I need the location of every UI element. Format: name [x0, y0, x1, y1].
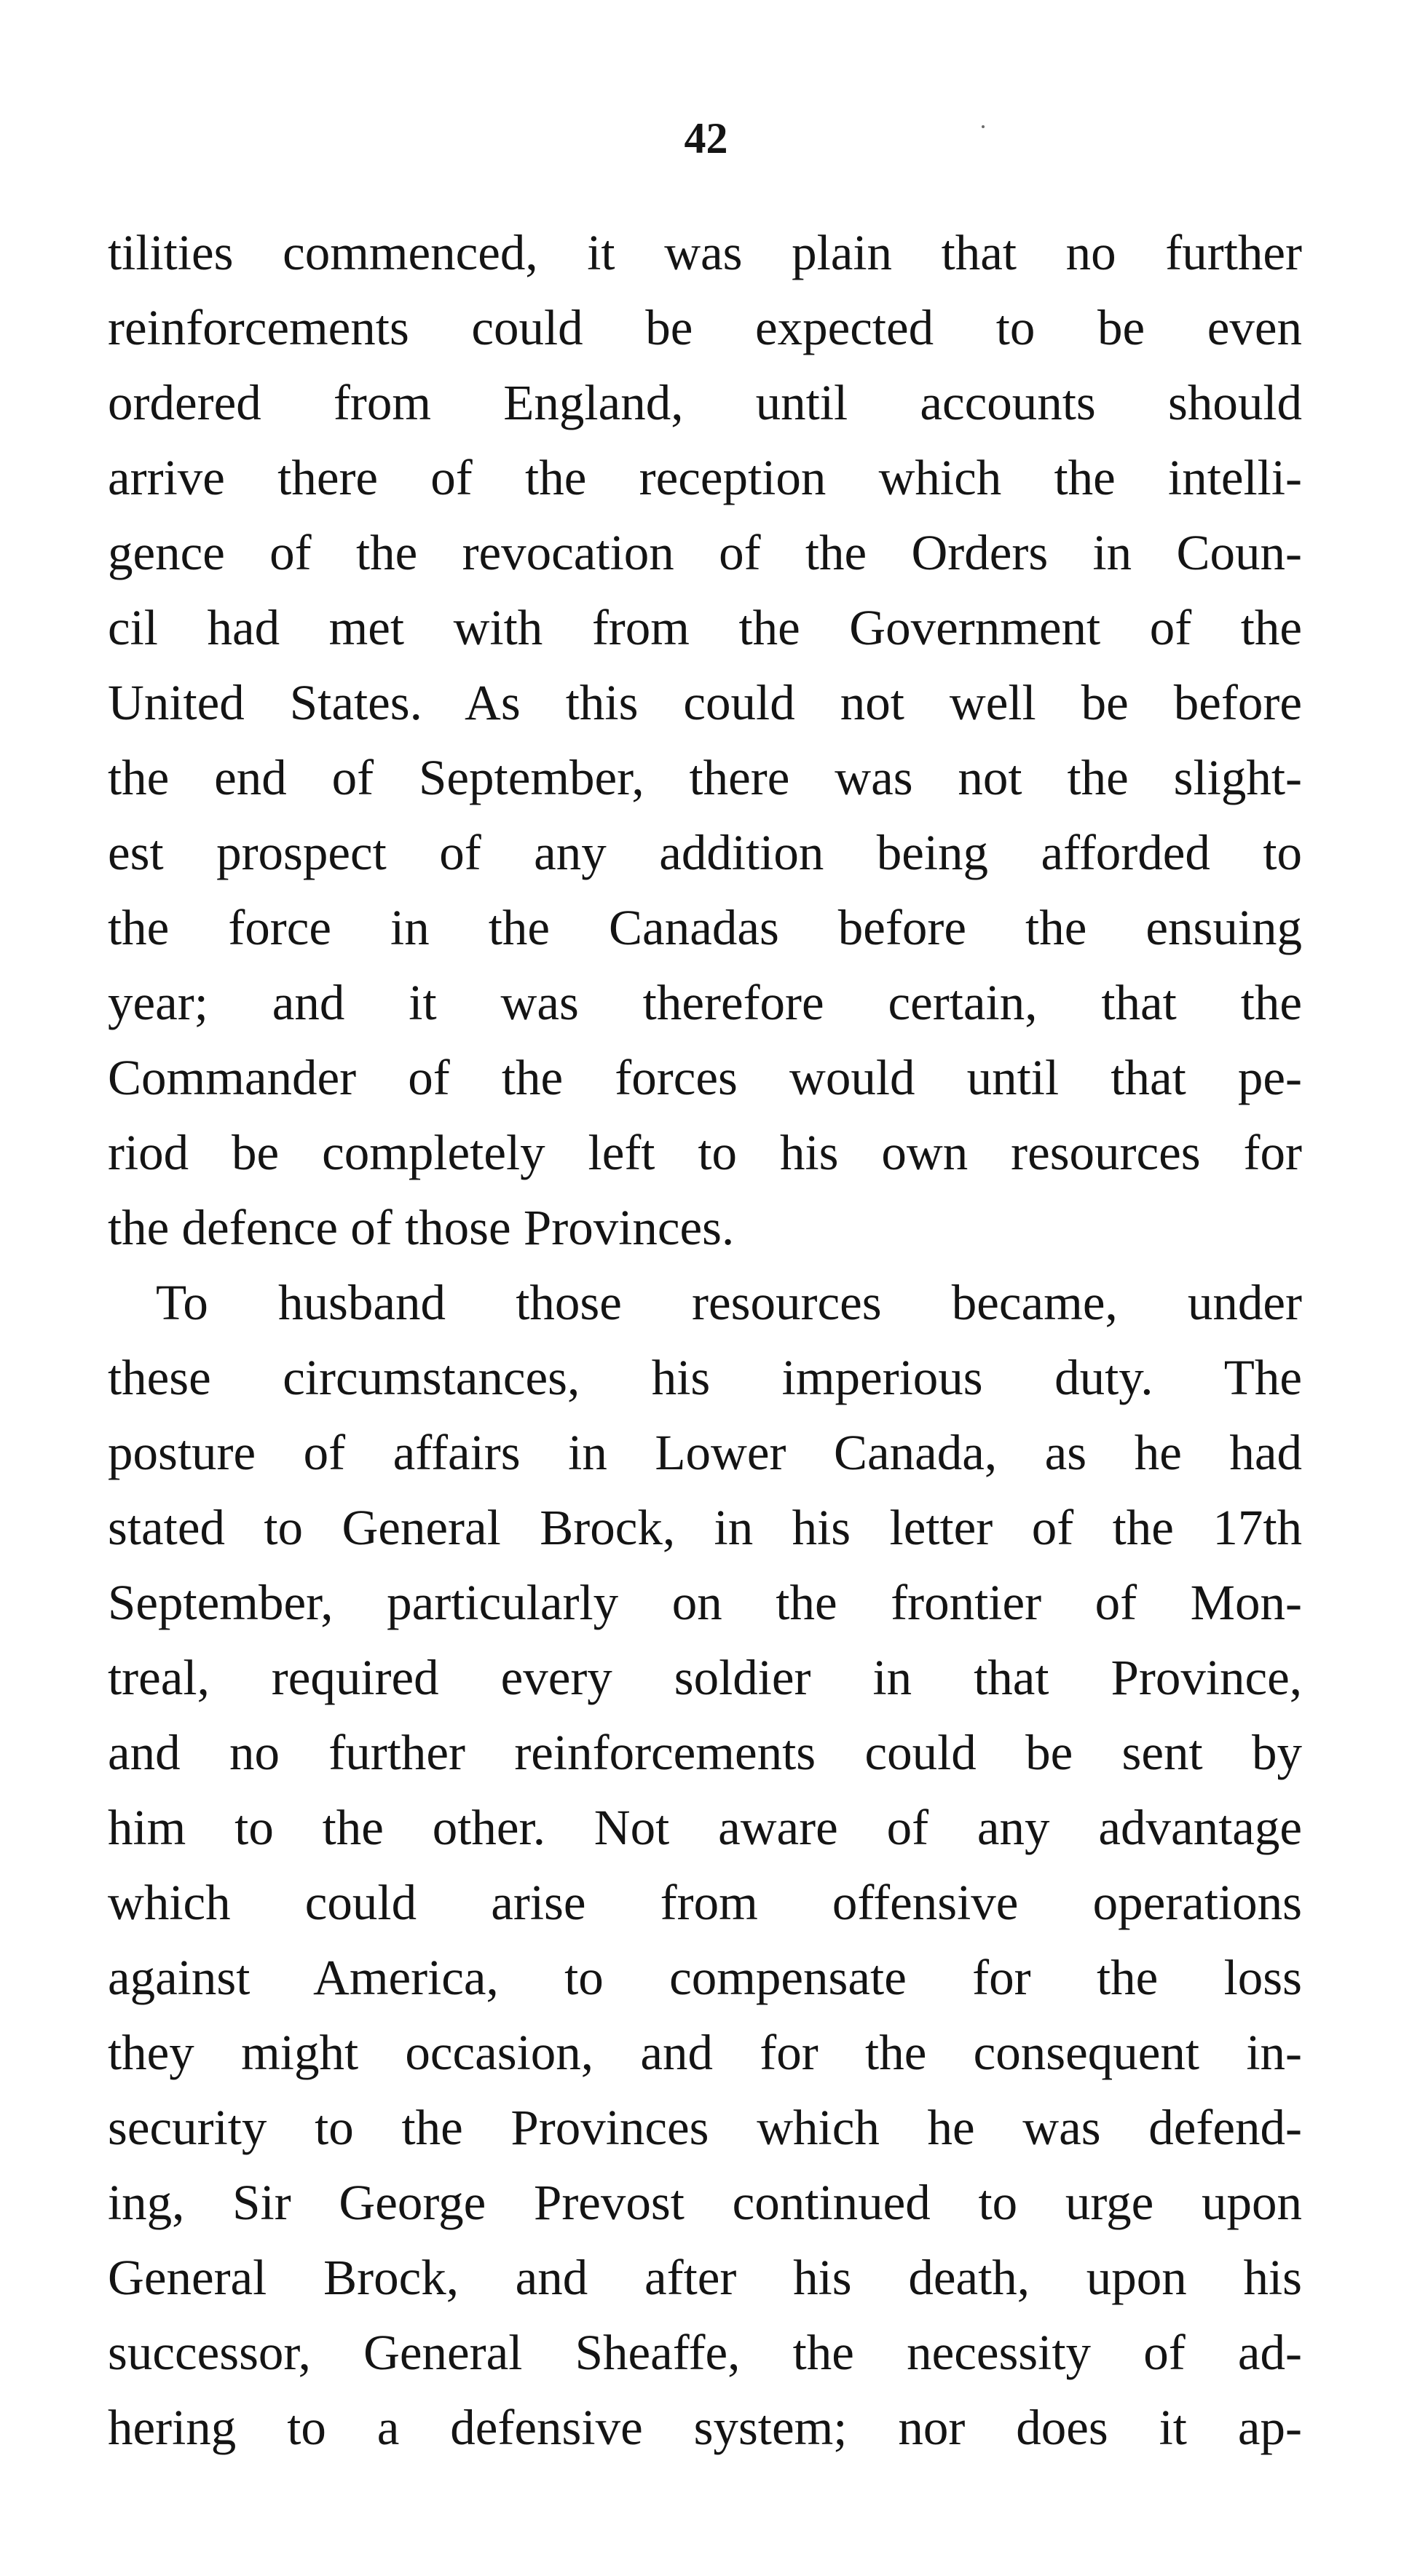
- text-line: September, particularly on the frontier of Mon-: [108, 1575, 1302, 1630]
- text-line: est prospect of any addition being afforded to: [108, 825, 1302, 880]
- text-line: and no further reinforcements could be sent by: [108, 1725, 1302, 1780]
- text-line: against America, to compensate for the loss: [108, 1950, 1302, 2005]
- text-line: General Brock, and after his death, upon his: [108, 2250, 1302, 2305]
- text-line: stated to General Brock, in his letter of the 17th: [108, 1500, 1302, 1555]
- paragraph-1: [108, 216, 1302, 1265]
- text-line: To husband those resources became, under: [156, 1275, 1302, 1330]
- text-line: posture of affairs in Lower Canada, as he had: [108, 1425, 1302, 1480]
- text-line: gence of the revocation of the Orders in Coun-: [108, 525, 1302, 580]
- text-line: the force in the Canadas before the ensuing: [108, 900, 1302, 955]
- text-line: tilities commenced, it was plain that no further: [108, 225, 1302, 280]
- print-speck: [982, 125, 985, 128]
- text-line: these circumstances, his imperious duty. The: [108, 1350, 1302, 1405]
- text-line: Commander of the forces would until that pe-: [108, 1050, 1302, 1105]
- body-text: [108, 216, 1302, 2465]
- text-line: which could arise from offensive operations: [108, 1875, 1302, 1930]
- text-line: him to the other. Not aware of any advantage: [108, 1800, 1302, 1855]
- text-line: the defence of those Provinces.: [108, 1200, 735, 1255]
- text-line: they might occasion, and for the consequent in-: [108, 2025, 1302, 2080]
- text-line: cil had met with from the Government of the: [108, 600, 1302, 655]
- text-line: the end of September, there was not the slight-: [108, 750, 1302, 805]
- text-line: arrive there of the reception which the intelli-: [108, 450, 1302, 505]
- paragraph-2: [108, 1265, 1302, 2465]
- text-line: ing, Sir George Prevost continued to urge upon: [108, 2175, 1302, 2230]
- page-number: 42: [684, 114, 728, 162]
- text-line: hering to a defensive system; nor does it ap-: [108, 2400, 1302, 2455]
- text-line: riod be completely left to his own resources for: [108, 1125, 1302, 1180]
- text-line: United States. As this could not well be before: [108, 675, 1302, 730]
- text-line: ordered from England, until accounts should: [108, 375, 1302, 430]
- text-line: security to the Provinces which he was defend-: [108, 2100, 1302, 2155]
- text-line: treal, required every soldier in that Province,: [108, 1650, 1302, 1705]
- text-line: successor, General Sheaffe, the necessity of ad-: [108, 2325, 1302, 2380]
- text-line: reinforcements could be expected to be even: [108, 300, 1302, 355]
- text-line: year; and it was therefore certain, that the: [108, 975, 1302, 1030]
